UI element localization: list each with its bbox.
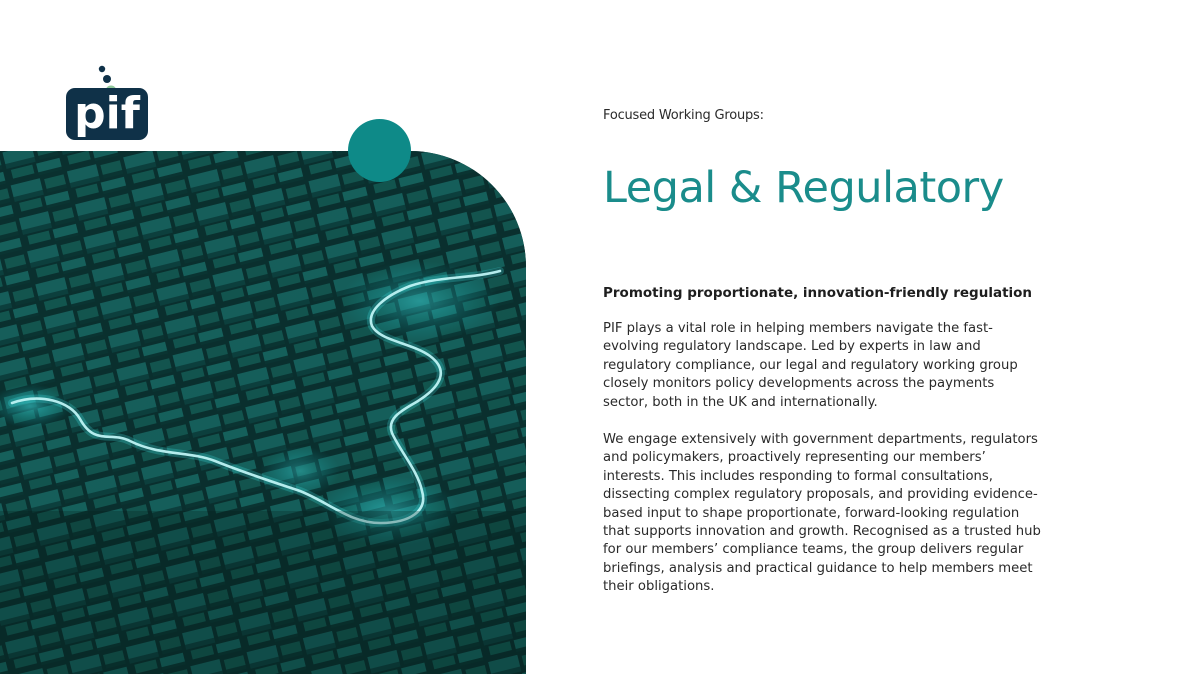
pif-logo bbox=[64, 64, 152, 144]
body-paragraph-1: PIF plays a vital role in helping members navigate the fast-evolving regulatory landscape. Led by experts in law and regulatory compliance, our legal and regulatory working group closely monitors policy developments across the payments sector, both in the UK and internationally. bbox=[603, 321, 1018, 410]
section-eyebrow: Focused Working Groups: bbox=[603, 108, 764, 123]
section-subtitle: Promoting proportionate, innovation-friendly regulation bbox=[603, 285, 1033, 301]
logo-wordmark: pif bbox=[74, 88, 140, 139]
page-title: Legal & Regulatory bbox=[603, 163, 1004, 213]
logo-dot-medium bbox=[103, 75, 111, 83]
decorative-teal-circle bbox=[348, 119, 411, 182]
hero-shade bbox=[0, 511, 526, 674]
body-paragraph-2: We engage extensively with government departments, regulators and policymakers, proactively representing our members’ interests. This includes responding to formal consultations, dissecting complex regulatory proposals, and providing evidence-based input to shape proportionate, forward-looking regulation that supports innovation and growth. Recognised as a trusted hub for our members’ compliance teams, the group delivers regular briefings, analysis and practical guidance to help members meet their obligations. bbox=[603, 432, 1041, 595]
logo-dot-small bbox=[99, 66, 105, 72]
hero-maze-image bbox=[0, 151, 526, 674]
